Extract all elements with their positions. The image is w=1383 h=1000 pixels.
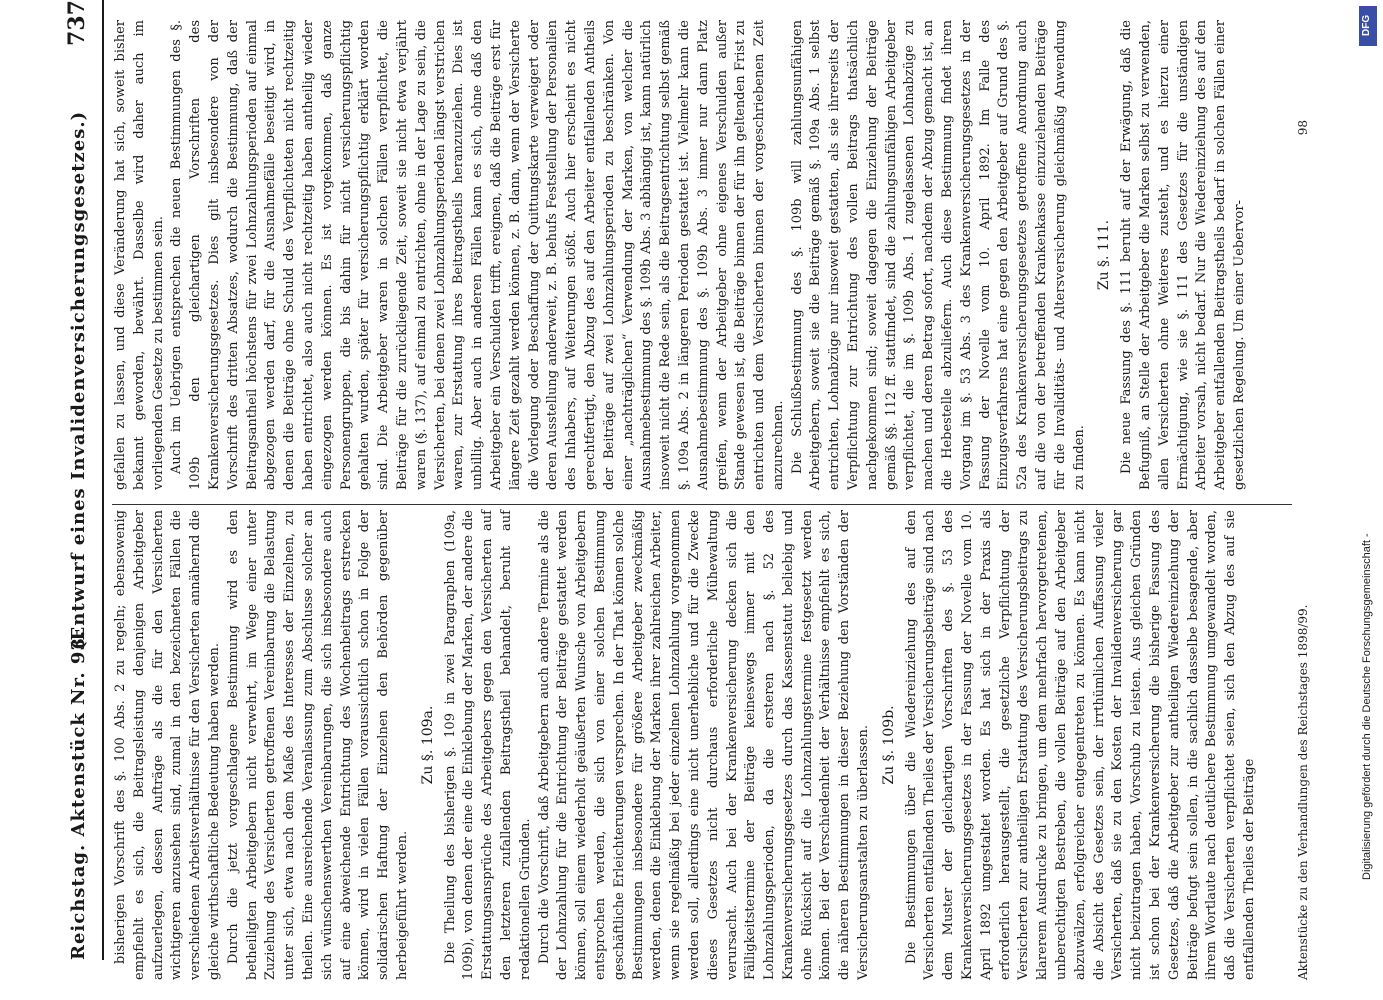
section-heading: Zu §. 109b. — [880, 705, 897, 785]
digitization-sidebar — [1353, 0, 1383, 1000]
page-number: 737 — [64, 0, 90, 46]
funding-note: Digitalisierung gefördert durch die Deutsche Forschungsgemeinschaft - — [1361, 533, 1373, 880]
dfg-logo-text: DFG — [1361, 14, 1372, 36]
header-title: Reichstag. Aktenstück Nr. 93. — [68, 629, 89, 960]
footer-folio: 98 — [1296, 120, 1310, 136]
paragraph: Auch im Uebrigen entsprechen die neuen Bestimmungen des §. 109b den gleichartigen Vorschriften des Krankenversicherungsgesetzes. Dies gilt insbesondere von der Vorschrift des dritten Absatzes, wodurch die Bestimmung, daß der Beitragsantheil höchstens für zwei Lohnzahlungsperioden auf einmal abgezogen werden darf, für die Ausnahmefälle beseitigt wird, in denen die Beiträge ohne Schuld des Verpflichteten nicht rechtzeitig haben entrichtet, also auch nicht rechtzeitig haben antheilig wieder eingezogen werden können. Es ist vorgekommen, daß ganze Personengruppen, die bis dahin für nicht versicherungspflichtig gehalten wurden, später für versicherungspflichtig erklärt worden sind. Die Arbeitgeber waren in solchen Fällen verpflichtet, die Beiträge für die zurückliegende Zeit, soweit sie nicht etwa verjährt waren (§. 137), auf einmal zu entrichten, ohne in der Lage zu sein, die Versicherten, bei denen zwei Lohnzahlungsperioden längst verstrichen waren, zur Erstattung ihres Beitragstheils heranzuziehen. Dies ist unbillig. Aber auch in anderen Fällen kann es sich, ohne daß den Arbeitgeber ein Verschulden trifft, ereignen, daß die Beiträge erst für längere Zeit gezahlt werden können, z. B. dann, wenn der Versicherte die Vorlegung oder Beschaffung der Quittungskarte verweigert oder deren Ausstellung anderweit, z. B. behufs Feststellung der Personalien des Inhabers, auf Weiterungen stößt. Auch hier erscheint es nicht gerechtfertigt, den Abzug des auf den Arbeiter entfallenden Antheils der Beiträge auf zwei Lohnzahlungsperioden zu beschränken. Von einer „nachträglichen“ Verwendung der Marken, von welcher die Ausnahmebestimmung des §. 109b Abs. 3 abhängig ist, kann natürlich insoweit nicht die Rede sein, als die Beitragsentrichtung selbst gemäß §. 109a Abs. 2 in längeren Perioden gestattet ist. Vielmehr kann die Ausnahmebestimmung des §. 109b Abs. 3 immer nur dann Platz greifen, wenn der Arbeitgeber ohne eigenes Verschulden außer Stande gewesen ist, die Beiträge binnen der für ihn geltenden Frist zu entrichten und dem Versicherten binnen der vorgeschriebenen Zeit anzurechnen. — [169, 20, 786, 490]
paragraph: Durch die Vorschrift, daß Arbeitgebern auch andere Termine als die der Lohnzahlung für die Entrichtung der Beiträge gestattet werden können, soll einem wiederholt geäußerten Wunsche von Arbeitgebern entsprochen werden, die sich von einer solchen Bestimmung geschäftliche Erleichterungen versprechen. In der That können solche Bestimmungen insbesondere für größere Arbeitgeber zweckmäßig werden, denen die Einklebung der Marken ihrer zahlreichen Arbeiter, wenn sie regelmäßig bei jeder einzelnen Lohnzahlung vorgenommen werden soll, allerdings eine nicht unerhebliche und für die Zwecke dieses Gesetzes nicht durchaus erforderliche Mühewaltung verursacht. Auch bei der Krankenversicherung decken sich die Fälligkeitstermine der Beiträge keineswegs immer mit den Lohnzahlungsperioden, da die ersteren nach §. 52 des Krankenversicherungsgesetzes durch das Kassenstatut beliebig und ohne Rücksicht auf die Lohnzahlungstermine festgesetzt werden können. Bei der Verschiedenheit der Verhältnisse empfiehlt es sich, die näheren Bestimmungen in dieser Beziehung den Vorständen der Versicherungsanstalten zu überlassen. — [536, 510, 872, 980]
paragraph: Die Bestimmungen über die Wiedereinziehung des auf den Versicherten entfallenden Theiles der Versicherungsbeiträge sind nach dem Muster der gleichartigen Vorschriften des §. 53 des Krankenversicherungsgesetzes in der Fassung der Novelle vom 10. April 1892 umgestaltet worden. Es hat sich in der Praxis als erforderlich herausgestellt, die gesetzliche Verpflichtung der Versicherten zur antheiligen Erstattung des Versicherungsbeitrags zu klarerem Ausdrucke zu bringen, um dem mehrfach hervorgetretenen, unberechtigten Bestreben, die vollen Beiträge auf den Arbeitgeber abzuwälzen, erfolgreicher entgegentreten zu können. Es kann nicht die Absicht des Gesetzes sein, der irrthümlichen Auffassung vieler Versicherten, daß sie zu den Kosten der Invalidenversicherung gar nicht beizutragen haben, Vorschub zu leisten. Aus gleichen Gründen ist schon bei der Krankenversicherung die bisherige Fassung des Gesetzes, daß die Arbeitgeber zur antheiligen Wiedereinziehung der Beiträge befugt sein sollen, in die sachlich dasselbe besagende, aber ihrem Wortlaute nach deutlichere Bestimmung umgewandelt worden, daß die Versicherten verpflichtet seien, sich den Abzug des auf sie entfallenden Theiles der Beiträge — [903, 510, 1258, 980]
text-column-left — [112, 510, 1260, 980]
section-heading: Zu §. 111. — [1096, 219, 1113, 291]
section-heading: Zu §. 109a. — [419, 705, 436, 785]
header-subject: (Entwurf eines Invalidenversicherungsgesetzes.) — [68, 110, 89, 650]
rotated-document-page — [60, 0, 1340, 1000]
footer-note: Aktenstücke zu den Verhandlungen des Reichstages 1898/99. — [1296, 604, 1310, 980]
dfg-logo — [1359, 6, 1377, 46]
paragraph: Die Schlußbestimmung des §. 109b will zahlungsunfähigen Arbeitgebern, soweit sie die Beiträge gemäß §. 109a Abs. 1 selbst entrichten, Lohnabzüge nur insoweit gestatten, als sie ihrerseits der Verpflichtung zur Entrichtung des vollen Beitrags thatsächlich nachgekommen sind; soweit dagegen die Einziehung der Beiträge gemäß §§. 112 ff. stattfindet, sind die zahlungsunfähigen Arbeitgeber verpflichtet, die im §. 109b Abs. 1 zugelassenen Lohnabzüge zu machen und deren Betrag sofort, nachdem der Abzug gemacht ist, an die Hebestelle abzuliefern. Auch diese Bestimmung findet ihren Vorgang im §. 53 Abs. 3 des Krankenversicherungsgesetzes in der Fassung der Novelle vom 10. April 1892. Im Falle des Einzugsverfahrens hat eine gegen den Arbeitgeber auf Grund des §. 52a des Krankenversicherungsgesetzes getroffene Anordnung auch auf die von der betreffenden Krankenkasse einzuziehenden Beiträge für die Invaliditäts- und Altersversicherung gleichmäßig Anwendung zu finden. — [789, 20, 1087, 490]
paragraph: bisherigen Vorschrift des §. 100 Abs. 2 zu regeln; ebensowenig empfiehlt es sich, die Beitragsleistung denjenigen Arbeitgeber aufzuerlegen, dessen Aufträge als die für den Versicherten wichtigeren anzusehen sind, zumal in den bezeichneten Fällen die verschiedenen Arbeitsverhältnisse für den Versicherten annähernd die gleiche wirthschaftliche Bedeutung haben werden. — [113, 510, 222, 980]
paragraph: Durch die jetzt vorgeschlagene Bestimmung wird es den betheiligten Arbeitgebern nicht verwehrt, im Wege einer unter Zuziehung des Versicherten getroffenen Vereinbarung die Belastung unter sich, etwa nach dem Maße des Interesses der Einzelnen, zu theilen. Eine ausreichende Veranlassung zum Abschlusse solcher an sich wünschenswerthen Vereinbarungen, die sich insbesondere auch auf eine abweichende Entrichtung des Wochenbeitrags erstrecken können, wird in vielen Fällen voraussichtlich schon in Folge der solidarischen Haftung der Einzelnen den Behörden gegenüber herbeigeführt werden. — [225, 510, 410, 980]
paragraph: Die neue Fassung des §. 111 beruht auf der Erwägung, daß die Befugniß, an Stelle der Arbeitgeber die Marken selbst zu verwenden, allen Versicherten ohne Weiteres zusteht, und es hierzu einer Ermächtigung, wie sie §. 111 des Gesetzes für die unständigen Arbeiter vorsah, nicht bedarf. Nur die Wiedereinziehung des auf den Arbeitgeber entfallenden Beitragstheils bedarf in solchen Fällen einer gesetzlichen Regelung. Um einer Uebervor- — [1119, 20, 1248, 490]
header-rule — [102, 0, 104, 960]
page-header — [60, 0, 106, 1000]
paragraph: Die Theilung des bisherigen §. 109 in zwei Paragraphen (109a, 109b), von denen der eine die Einklebung der Marken, der andere die Erstattungsansprüche des Arbeitgebers gegen den Versicherten auf den letzteren zufallenden Beitragstheil behandelt, beruht auf redaktionellen Gründen. — [442, 510, 533, 980]
text-column-right — [112, 20, 1250, 490]
column-divider — [112, 504, 1292, 505]
paragraph: gefallen zu lassen, und diese Veränderung hat sich, soweit bisher bekannt geworden, bewährt. Dasselbe wird daher auch im vorliegenden Gesetze zu bestimmen sein. — [113, 20, 166, 490]
